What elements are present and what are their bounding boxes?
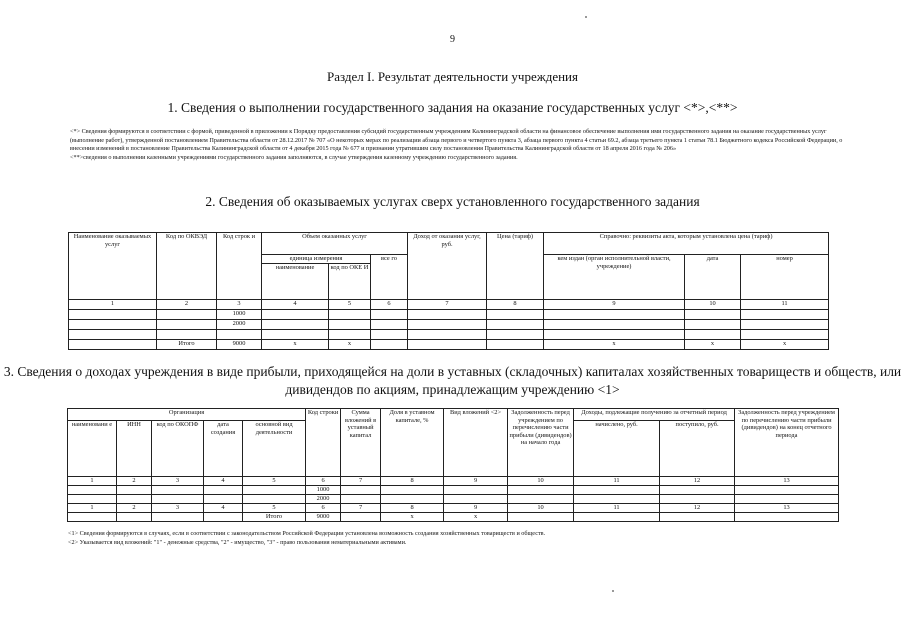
- th-debt-start: Задолженность перед учреждением по перечислению части прибыли (дивидендов) на начало года: [508, 409, 574, 477]
- row-code: 1000: [306, 486, 341, 495]
- th-organization: Организация: [68, 409, 306, 421]
- col-number: 5: [243, 477, 306, 486]
- col-number: 8: [381, 504, 444, 513]
- col-number: 12: [660, 477, 735, 486]
- col-number: 7: [341, 504, 381, 513]
- footnote-dividends: [68, 529, 858, 547]
- th-inn: ИНН: [117, 421, 152, 477]
- th-debt-end: Задолженность перед учреждением по перечислению части прибыли (дивидендов) на конец отчетного периода: [735, 409, 839, 477]
- th-okved: Код по ОКВЭД: [157, 233, 217, 300]
- heading-state-task: 1. Сведения о выполнении государственного задания на оказание государственных услуг <*>,<**>: [167, 100, 738, 115]
- th-unit: единица измерения: [262, 255, 371, 264]
- col-number: 6: [306, 477, 341, 486]
- col-number: 2: [117, 504, 152, 513]
- footnote-star: <*> Сведения формируются в соответствии с формой, приведенной в приложении к Порядку предоставления субсидий государственным учреждениям Калининградской области на финансовое обеспечение выполнения ими государственного задания на оказание государственных услуг (выполнение работ), утвержденной постановлением Правительства области от 28.12.2017 № 707 «О некоторых мерах по реализации абзаца первого и четвертого пункта 3, абзаца первого пункта 4 статьи 69.2, абзаца третьего пункта 1 статьи 78.1 Бюджетного кодекса Российской Федерации, о внесении изменений в постановление Правительства Калининградской области от 4 декабря 2015 года № 677 и признании утратившим силу постановления Правительства Калининградской области от 18 апреля 2016 года № 206»: [70, 128, 843, 153]
- col-number: 10: [508, 477, 574, 486]
- th-investment-type: Вид вложений <2>: [444, 409, 508, 477]
- table-row: [69, 319, 829, 329]
- col-number: 11: [574, 504, 660, 513]
- th-ref-number: номер: [741, 255, 829, 300]
- col-number: 9: [444, 477, 508, 486]
- th-creation-date: дата создания: [204, 421, 243, 477]
- x-mark: x: [262, 339, 329, 349]
- col-number: 11: [741, 299, 829, 309]
- th-activity: основной вид деятельности: [243, 421, 306, 477]
- col-number: 3: [217, 299, 262, 309]
- th-ref-by: кем издан (орган исполнительной власти, учреждение): [544, 255, 685, 300]
- col-number: 4: [204, 477, 243, 486]
- row-code: 2000: [306, 495, 341, 504]
- table-row: [69, 309, 829, 319]
- total-code: 9000: [306, 513, 341, 522]
- th-row-code: Код строки: [306, 409, 341, 477]
- th-price: Цена (тариф): [487, 233, 544, 300]
- extra-services-table: [68, 232, 829, 350]
- col-number: 9: [444, 504, 508, 513]
- scan-dot: [612, 590, 614, 592]
- col-number: 2: [157, 299, 217, 309]
- th-ref-date: дата: [685, 255, 741, 300]
- x-mark: x: [741, 339, 829, 349]
- col-number: 8: [381, 477, 444, 486]
- total-code: 9000: [217, 339, 262, 349]
- dividends-table: [67, 408, 839, 522]
- heading-dividends: 3. Сведения о доходах учреждения в виде прибыли, приходящейся на доли в уставных (складочных) капиталах хозяйственных товариществ и обществ, или дивидендов по акциям, принадлежащим учреждению <1>: [3, 364, 902, 397]
- table-row: [68, 486, 839, 495]
- col-number: 10: [685, 299, 741, 309]
- col-number: 1: [69, 299, 157, 309]
- th-unit-name: наименование: [262, 263, 329, 299]
- th-income: Доход от оказания услуг, руб.: [408, 233, 487, 300]
- total-row: [68, 513, 839, 522]
- th-investment-sum: Сумма вложений в уставный капитал: [341, 409, 381, 477]
- col-number: 7: [408, 299, 487, 309]
- col-number: 8: [487, 299, 544, 309]
- table-row: [68, 495, 839, 504]
- footnote-double-star: <**>сведения о выполнении казенными учреждениями государственного задания заполняются, в случае утверждения казенному учреждению государственного задания.: [70, 153, 518, 161]
- col-number: 4: [204, 504, 243, 513]
- col-number: 3: [152, 477, 204, 486]
- footnote-1: <1> Сведения формируются в случаях, если в соответствии с законодательством Российской Федерации установлена возможность создания хозяйственных товариществ и обществ.: [68, 530, 546, 537]
- th-okopf: код по ОКОПФ: [152, 421, 204, 477]
- th-share: Доля в уставном капитале, %: [381, 409, 444, 477]
- footnote-2: <2> Указывается вид вложений: "1" - денежные средства, "2" - имущество, "3" - право пользования нематериальными активами.: [68, 539, 407, 546]
- col-number: 6: [371, 299, 408, 309]
- table-row: [69, 329, 829, 339]
- x-mark: x: [381, 513, 444, 522]
- row-code: 1000: [217, 309, 262, 319]
- col-number: 4: [262, 299, 329, 309]
- col-number: 7: [341, 477, 381, 486]
- page-number: 9: [450, 34, 455, 45]
- th-total: все го: [371, 255, 408, 300]
- total-row: [69, 339, 829, 349]
- section-title: Раздел I. Результат деятельности учреждения: [327, 69, 578, 84]
- row-code: 2000: [217, 319, 262, 329]
- th-org-name: наименовани е: [68, 421, 117, 477]
- col-number: 2: [117, 477, 152, 486]
- scan-dot: [585, 16, 587, 18]
- x-mark: x: [544, 339, 685, 349]
- col-number: 9: [544, 299, 685, 309]
- col-number: 13: [735, 477, 839, 486]
- x-mark: x: [685, 339, 741, 349]
- col-number: 13: [735, 504, 839, 513]
- th-reference: Справочно: реквизиты акта, которым установлена цена (тариф): [544, 233, 829, 255]
- th-volume: Объем оказанных услуг: [262, 233, 408, 255]
- th-row-code: Код строк и: [217, 233, 262, 300]
- th-accrued: начислено, руб.: [574, 421, 660, 477]
- col-number: 5: [329, 299, 371, 309]
- total-label: Итого: [157, 339, 217, 349]
- th-service-name: Наименование оказываемых услуг: [69, 233, 157, 300]
- col-number: 1: [68, 477, 117, 486]
- th-income-period: Доходы, подлежащие получению за отчетный период: [574, 409, 735, 421]
- heading-extra-services: 2. Сведения об оказываемых услугах сверх установленного государственного задания: [205, 194, 700, 209]
- col-number: 12: [660, 504, 735, 513]
- col-number: 6: [306, 504, 341, 513]
- x-mark: x: [329, 339, 371, 349]
- col-number: 1: [68, 504, 117, 513]
- x-mark: x: [444, 513, 508, 522]
- col-number: 5: [243, 504, 306, 513]
- footnote-state-task: [70, 128, 850, 162]
- th-received: поступило, руб.: [660, 421, 735, 477]
- col-number: 11: [574, 477, 660, 486]
- th-unit-code: код по ОКЕ И: [329, 263, 371, 299]
- col-number: 10: [508, 504, 574, 513]
- total-label: Итого: [243, 513, 306, 522]
- col-number: 3: [152, 504, 204, 513]
